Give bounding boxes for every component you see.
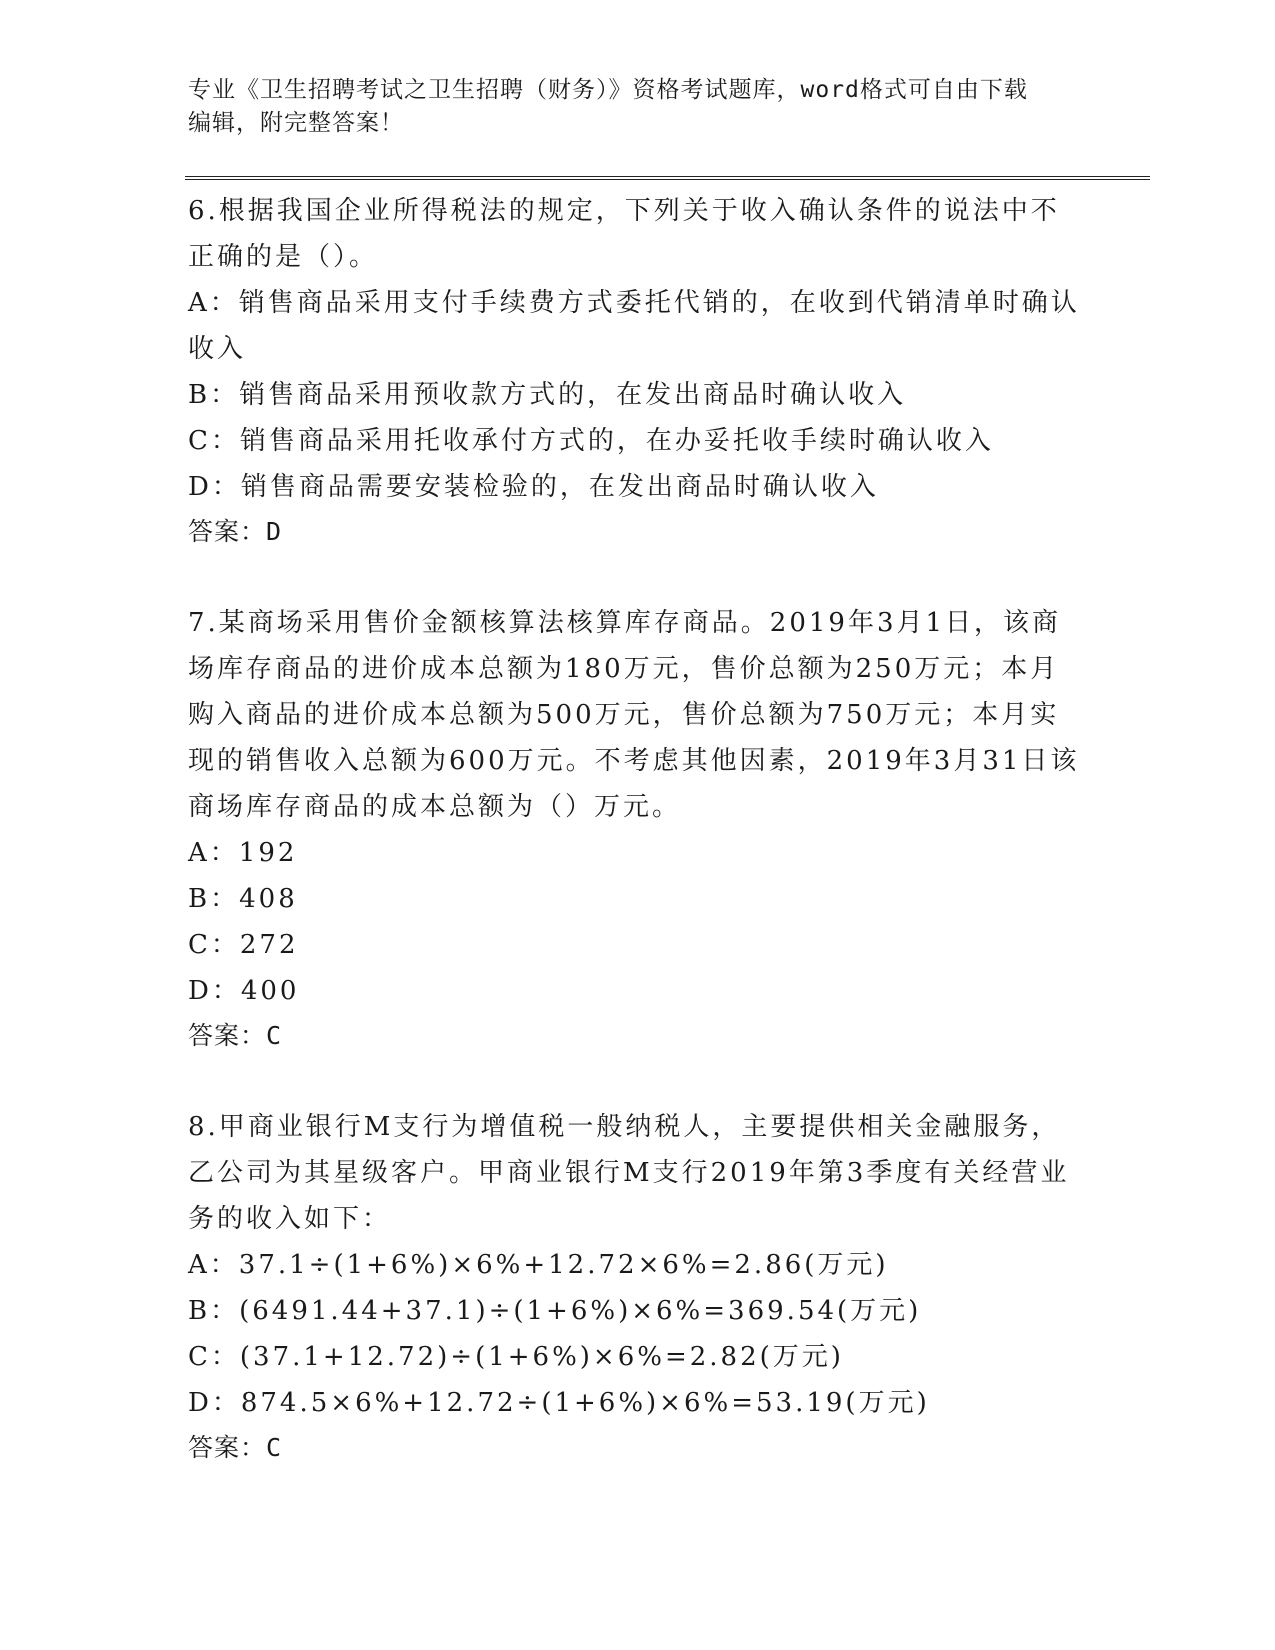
option-b: B：销售商品采用预收款方式的，在发出商品时确认收入 — [188, 380, 907, 410]
header-line-2: 编辑，附完整答案！ — [188, 110, 404, 136]
document-header — [188, 74, 1088, 140]
option-d: D：874.5×6%+12.72÷(1+6%)×6%=53.19(万元) — [188, 1388, 930, 1418]
option-list — [188, 280, 1088, 510]
question-stem — [188, 188, 1088, 280]
header-line-1: 专业《卫生招聘考试之卫生招聘（财务）》资格考试题库，word格式可自由下载 — [188, 77, 1028, 103]
question-stem — [188, 600, 1088, 830]
option-b: B：408 — [188, 884, 298, 914]
option-a: A：销售商品采用支付手续费方式委托代销的，在收到代销清单时确认 — [188, 288, 1080, 318]
answer: 答案：D — [188, 517, 283, 546]
option-list — [188, 1242, 1088, 1426]
option-a: A：37.1÷(1+6%)×6%+12.72×6%=2.86(万元) — [188, 1250, 889, 1280]
stem-line: 现的销售收入总额为600万元。不考虑其他因素，2019年3月31日该 — [188, 746, 1080, 776]
option-c: C：销售商品采用托收承付方式的，在办妥托收手续时确认收入 — [188, 426, 994, 456]
stem-line: 商场库存商品的成本总额为（）万元。 — [188, 792, 682, 822]
question-7 — [188, 600, 1088, 1058]
option-c: C：272 — [188, 930, 299, 960]
spacer — [188, 554, 1088, 600]
answer: 答案：C — [188, 1433, 283, 1462]
question-list — [188, 188, 1088, 1470]
spacer — [188, 1058, 1088, 1104]
stem-line: 6.根据我国企业所得税法的规定，下列关于收入确认条件的说法中不 — [188, 196, 1060, 226]
option-d: D：400 — [188, 976, 300, 1006]
question-stem — [188, 1104, 1088, 1242]
question-6 — [188, 188, 1088, 554]
stem-line: 正确的是（）。 — [188, 242, 379, 272]
stem-line: 8.甲商业银行M支行为增值税一般纳税人，主要提供相关金融服务， — [188, 1112, 1061, 1142]
stem-line: 场库存商品的进价成本总额为180万元，售价总额为250万元；本月 — [188, 654, 1060, 684]
stem-line: 购入商品的进价成本总额为500万元，售价总额为750万元；本月实 — [188, 700, 1060, 730]
question-8 — [188, 1104, 1088, 1470]
stem-line: 务的收入如下： — [188, 1204, 392, 1234]
option-a: A：192 — [188, 838, 298, 868]
stem-line: 乙公司为其星级客户。甲商业银行M支行2019年第3季度有关经营业 — [188, 1158, 1070, 1188]
header-divider — [185, 176, 1150, 180]
option-d: D：销售商品需要安装检验的，在发出商品时确认收入 — [188, 472, 879, 502]
option-a-continued: 收入 — [188, 334, 247, 364]
stem-line: 7.某商场采用售价金额核算法核算库存商品。2019年3月1日，该商 — [188, 608, 1062, 638]
option-c: C：(37.1+12.72)÷(1+6%)×6%=2.82(万元) — [188, 1342, 844, 1372]
option-b: B：(6491.44+37.1)÷(1+6%)×6%=369.54(万元) — [188, 1296, 922, 1326]
option-list — [188, 830, 1088, 1014]
answer: 答案：C — [188, 1021, 283, 1050]
